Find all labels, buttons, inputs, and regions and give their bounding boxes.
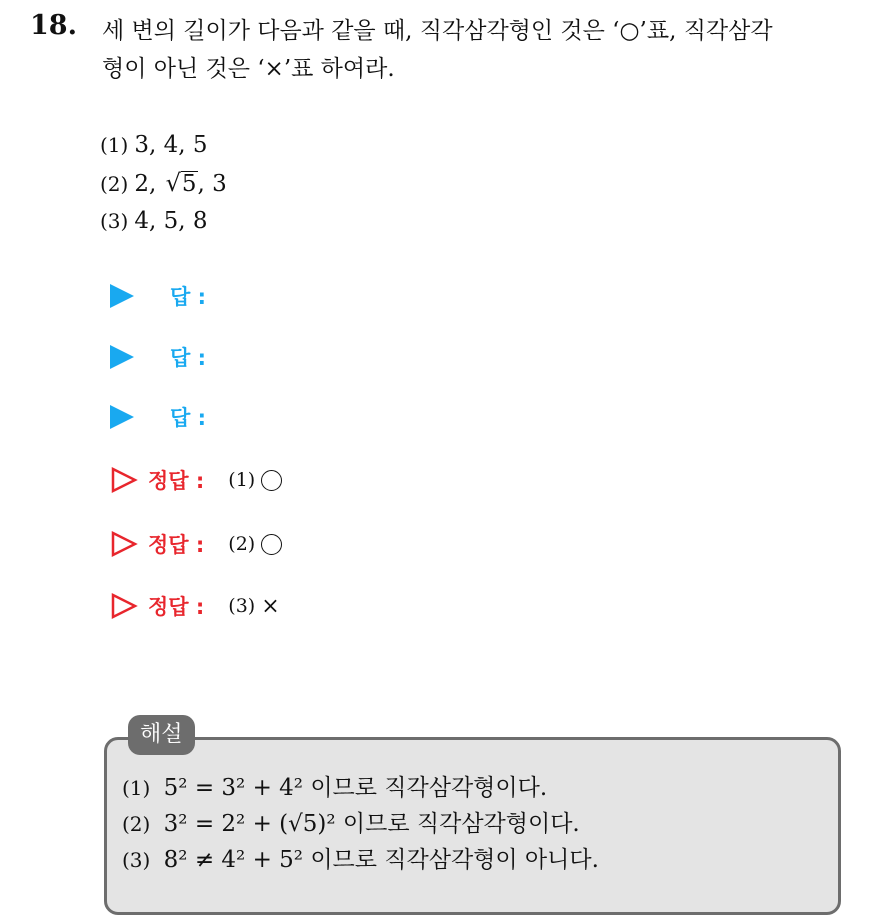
cross-mark: ×	[261, 593, 280, 619]
choice-3	[100, 202, 227, 240]
explanation-number: (3)	[122, 848, 151, 872]
choice-3-number: (3)	[100, 209, 129, 233]
solution-row-1	[110, 460, 282, 500]
answer-row-3[interactable]	[110, 397, 206, 437]
solution-row-3	[110, 586, 280, 626]
solution-number: (2)	[228, 533, 256, 555]
choice-1-text: 3, 4, 5	[134, 132, 208, 158]
answer-label: 답 :	[170, 346, 206, 370]
explanation-number: (1)	[122, 776, 151, 800]
choice-2	[100, 164, 227, 202]
solution-number: (1)	[228, 469, 256, 491]
filled-triangle-icon	[110, 405, 134, 429]
explanation-text: 이므로 직각삼각형이다.	[342, 811, 580, 837]
solution-label: 정답 :	[148, 533, 205, 557]
answer-row-1[interactable]	[110, 276, 206, 316]
explanation-line-3	[122, 842, 599, 878]
explanation-text: 이므로 직각삼각형이다.	[310, 775, 548, 801]
circle-mark-icon	[261, 534, 282, 555]
solution-row-2	[110, 524, 282, 564]
circle-mark-icon	[261, 470, 282, 491]
solution-value	[228, 469, 282, 491]
explanation-math: 5² = 3² + 4²	[163, 775, 304, 801]
answer-label: 답 :	[170, 285, 206, 309]
choice-3-text: 4, 5, 8	[134, 208, 208, 234]
solution-label: 정답 :	[148, 469, 205, 493]
radical-sign-icon: √	[165, 169, 181, 197]
solution-value	[228, 533, 282, 555]
explanation-math: 8² ≠ 4² + 5²	[163, 847, 304, 873]
answer-label: 답 :	[170, 406, 206, 430]
explanation-lines	[122, 770, 599, 878]
outline-triangle-icon	[110, 530, 138, 558]
explanation-line-2	[122, 806, 599, 842]
solution-value	[228, 594, 279, 619]
question-text-line2: 형이 아닌 것은 ‘×’표 하여라.	[102, 56, 395, 82]
choice-2-post: , 3	[197, 171, 227, 197]
solution-label: 정답 :	[148, 595, 205, 619]
explanation-text: 이므로 직각삼각형이 아니다.	[310, 847, 599, 873]
question-text-line1: 세 변의 길이가 다음과 같을 때, 직각삼각형인 것은 ‘○’표, 직각삼각	[102, 18, 773, 44]
answer-row-2[interactable]	[110, 337, 206, 377]
filled-triangle-icon	[110, 284, 134, 308]
explanation-number: (2)	[122, 812, 151, 836]
question-text	[102, 12, 872, 88]
choice-2-pre: 2,	[134, 171, 164, 197]
sqrt-expression	[164, 164, 198, 203]
question-number: 18.	[30, 10, 77, 41]
solution-number: (3)	[228, 595, 256, 617]
sqrt-radicand: 5	[181, 171, 197, 197]
outline-triangle-icon	[110, 592, 138, 620]
filled-triangle-icon	[110, 345, 134, 369]
explanation-tab: 해설	[128, 715, 195, 755]
explanation-line-1	[122, 770, 599, 806]
choice-1-number: (1)	[100, 133, 129, 157]
choices-list	[100, 126, 227, 240]
explanation-math: 3² = 2² + (√5)²	[163, 811, 336, 837]
choice-1	[100, 126, 227, 164]
outline-triangle-icon	[110, 466, 138, 494]
choice-2-number: (2)	[100, 172, 129, 196]
